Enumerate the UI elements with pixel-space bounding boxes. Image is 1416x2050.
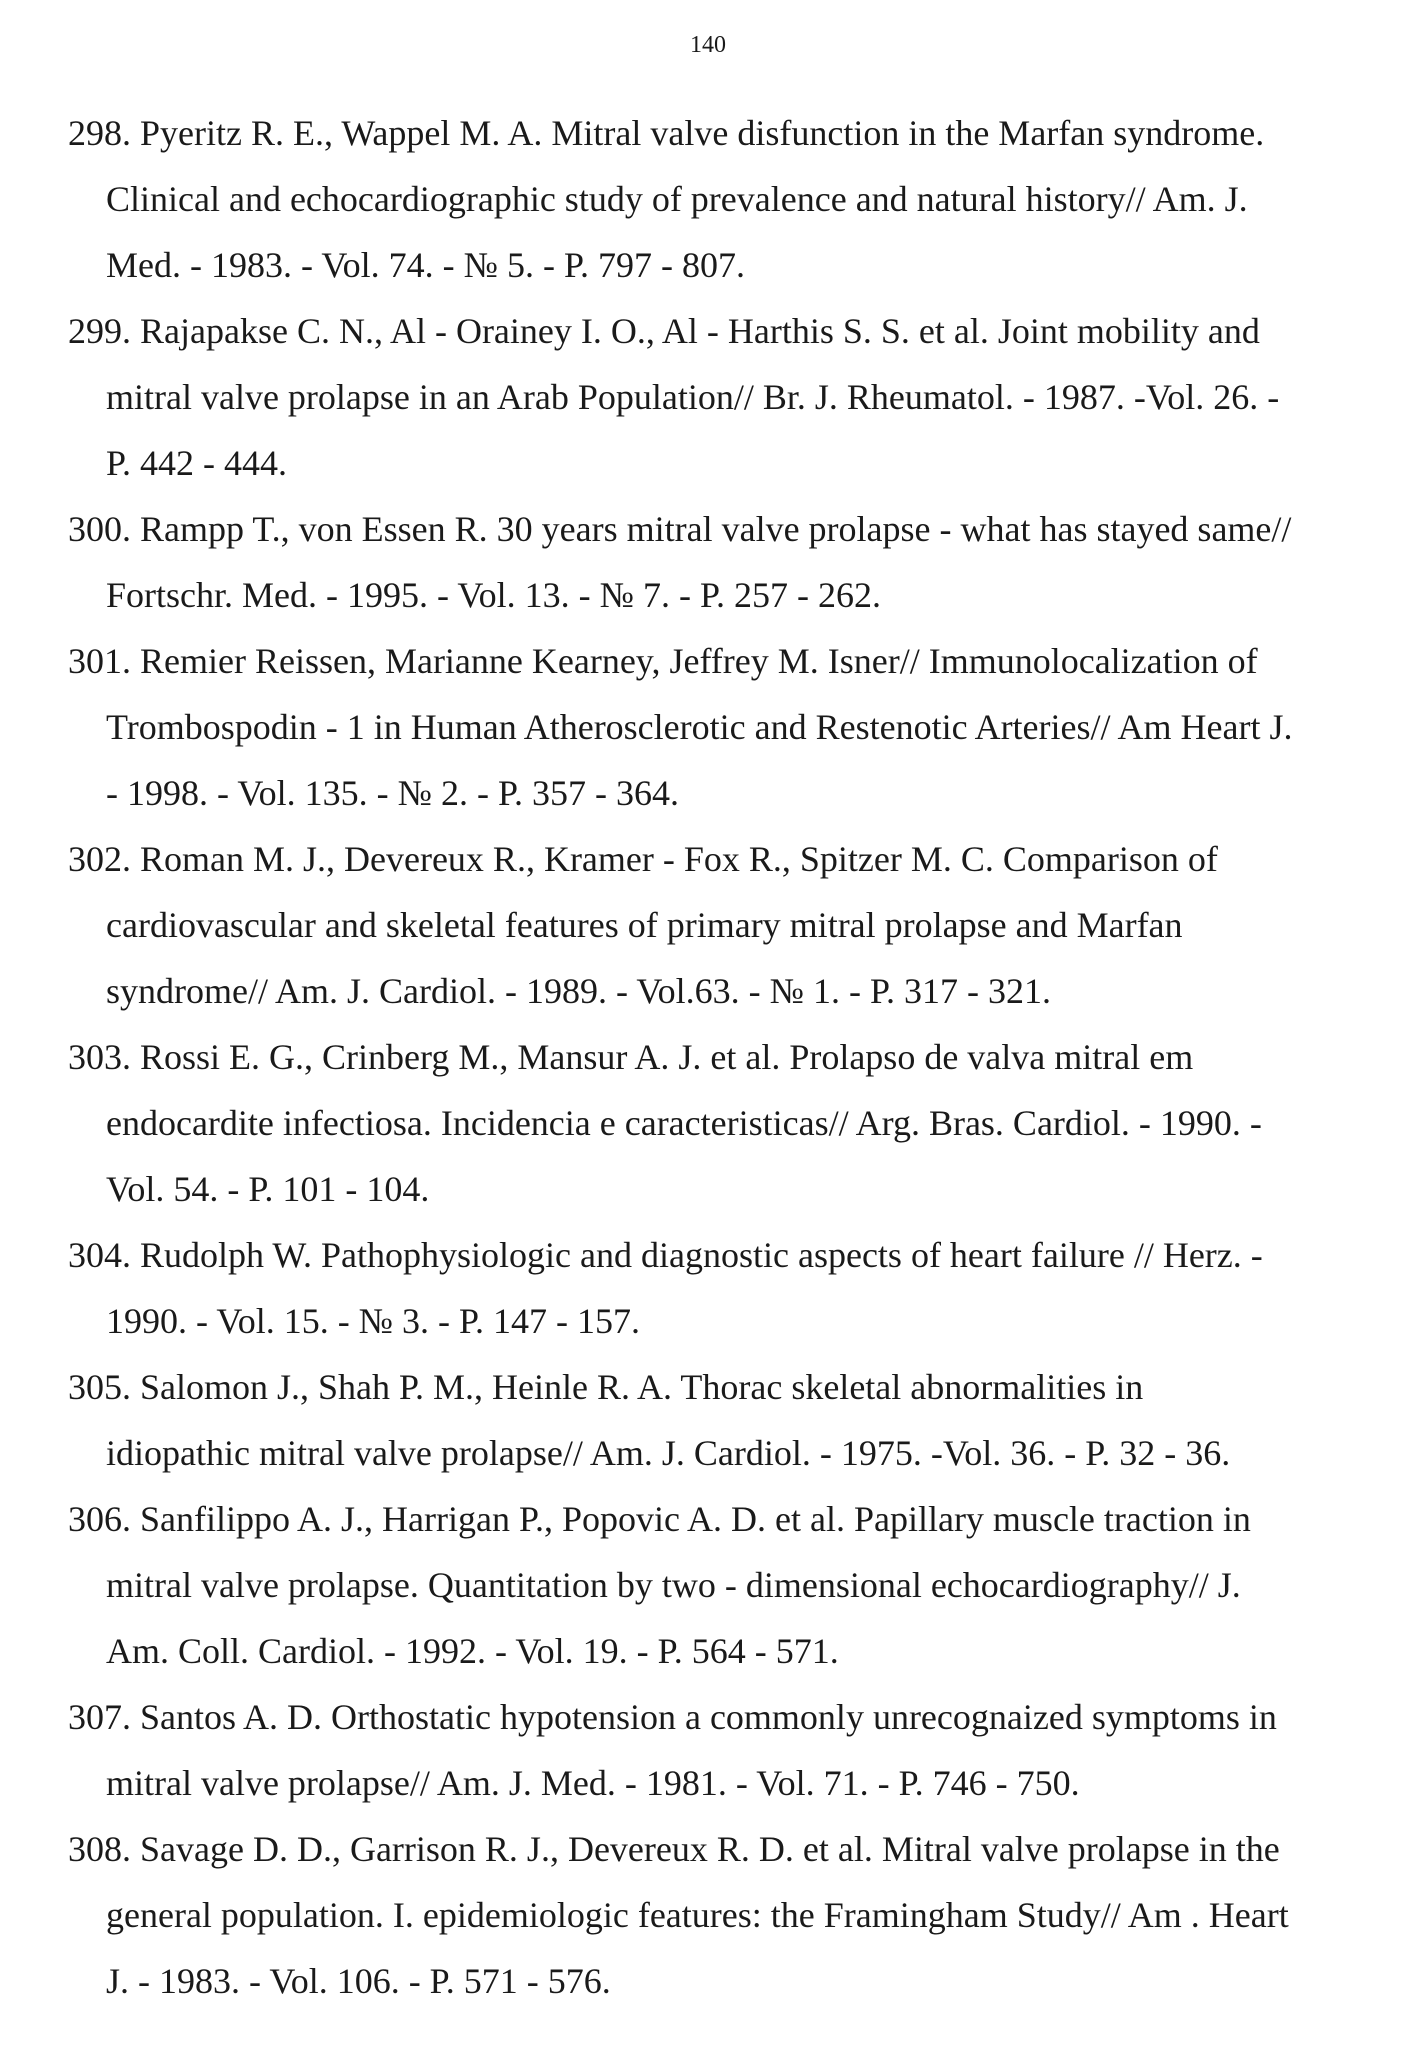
reference-list	[68, 100, 1358, 2014]
reference-line: mitral valve prolapse. Quantitation by two - dimensional echocardiography// J.	[106, 1565, 1241, 1605]
reference-line: P. 442 - 444.	[106, 443, 288, 483]
reference-item	[68, 496, 1358, 628]
reference-item	[68, 298, 1358, 496]
reference-line: syndrome// Am. J. Cardiol. - 1989. - Vol.63. - № 1. - P. 317 - 321.	[106, 971, 1052, 1011]
reference-line: Remier Reissen, Marianne Kearney, Jeffrey M. Isner// Immunolocalization of	[140, 641, 1258, 681]
reference-line: 1990. - Vol. 15. - № 3. - P. 147 - 157.	[106, 1301, 641, 1341]
page-number: 140	[690, 32, 726, 58]
reference-line: J. - 1983. - Vol. 106. - P. 571 - 576.	[106, 1961, 611, 2001]
reference-line: general population. I. epidemiologic features: the Framingham Study// Am . Heart	[106, 1895, 1289, 1935]
reference-item	[68, 1816, 1358, 2014]
reference-number: 304.	[68, 1235, 131, 1275]
reference-line: Roman M. J., Devereux R., Kramer - Fox R., Spitzer M. C. Comparison of	[140, 839, 1218, 879]
reference-line: idiopathic mitral valve prolapse// Am. J. Cardiol. - 1975. -Vol. 36. - P. 32 - 36.	[106, 1433, 1231, 1473]
reference-line: Rossi E. G., Crinberg M., Mansur A. J. et al. Prolapso de valva mitral em	[140, 1037, 1194, 1077]
reference-item	[68, 1354, 1358, 1486]
reference-line: Salomon J., Shah P. M., Heinle R. A. Thorac skeletal abnormalities in	[140, 1367, 1144, 1407]
reference-number: 302.	[68, 839, 131, 879]
reference-item	[68, 100, 1358, 298]
reference-number: 301.	[68, 641, 131, 681]
reference-line: Rudolph W. Pathophysiologic and diagnostic aspects of heart failure // Herz. -	[140, 1235, 1263, 1275]
reference-number: 308.	[68, 1829, 131, 1869]
reference-line: Rajapakse C. N., Al - Orainey I. O., Al - Harthis S. S. et al. Joint mobility and	[140, 311, 1260, 351]
reference-number: 307.	[68, 1697, 131, 1737]
reference-item	[68, 826, 1358, 1024]
reference-line: Vol. 54. - P. 101 - 104.	[106, 1169, 430, 1209]
reference-line: Sanfilippo A. J., Harrigan P., Popovic A. D. et al. Papillary muscle traction in	[140, 1499, 1251, 1539]
reference-line: Savage D. D., Garrison R. J., Devereux R. D. et al. Mitral valve prolapse in the	[140, 1829, 1280, 1869]
reference-item	[68, 1486, 1358, 1684]
reference-line: Santos A. D. Orthostatic hypotension a commonly unrecognaized symptoms in	[140, 1697, 1277, 1737]
reference-item	[68, 628, 1358, 826]
reference-line: Fortschr. Med. - 1995. - Vol. 13. - № 7. - P. 257 - 262.	[106, 575, 882, 615]
reference-number: 299.	[68, 311, 131, 351]
reference-item	[68, 1024, 1358, 1222]
reference-line: Trombospodin - 1 in Human Atherosclerotic and Restenotic Arteries// Am Heart J.	[106, 707, 1293, 747]
reference-number: 303.	[68, 1037, 131, 1077]
reference-number: 300.	[68, 509, 131, 549]
reference-item	[68, 1222, 1358, 1354]
reference-line: mitral valve prolapse// Am. J. Med. - 1981. - Vol. 71. - P. 746 - 750.	[106, 1763, 1080, 1803]
reference-line: Pyeritz R. E., Wappel M. A. Mitral valve disfunction in the Marfan syndrome.	[140, 113, 1265, 153]
reference-line: Clinical and echocardiographic study of prevalence and natural history// Am. J.	[106, 179, 1248, 219]
reference-line: cardiovascular and skeletal features of primary mitral prolapse and Marfan	[106, 905, 1183, 945]
reference-line: Rampp T., von Essen R. 30 years mitral valve prolapse - what has stayed same//	[140, 509, 1292, 549]
reference-line: mitral valve prolapse in an Arab Population// Br. J. Rheumatol. - 1987. -Vol. 26. -	[106, 377, 1280, 417]
reference-item	[68, 1684, 1358, 1816]
reference-line: Am. Coll. Cardiol. - 1992. - Vol. 19. - P. 564 - 571.	[106, 1631, 839, 1671]
reference-line: endocardite infectiosa. Incidencia e caracteristicas// Arg. Bras. Cardiol. - 1990. -	[106, 1103, 1262, 1143]
reference-number: 306.	[68, 1499, 131, 1539]
reference-line: Med. - 1983. - Vol. 74. - № 5. - P. 797 - 807.	[106, 245, 746, 285]
reference-number: 305.	[68, 1367, 131, 1407]
reference-line: - 1998. - Vol. 135. - № 2. - P. 357 - 364.	[106, 773, 680, 813]
reference-number: 298.	[68, 113, 131, 153]
